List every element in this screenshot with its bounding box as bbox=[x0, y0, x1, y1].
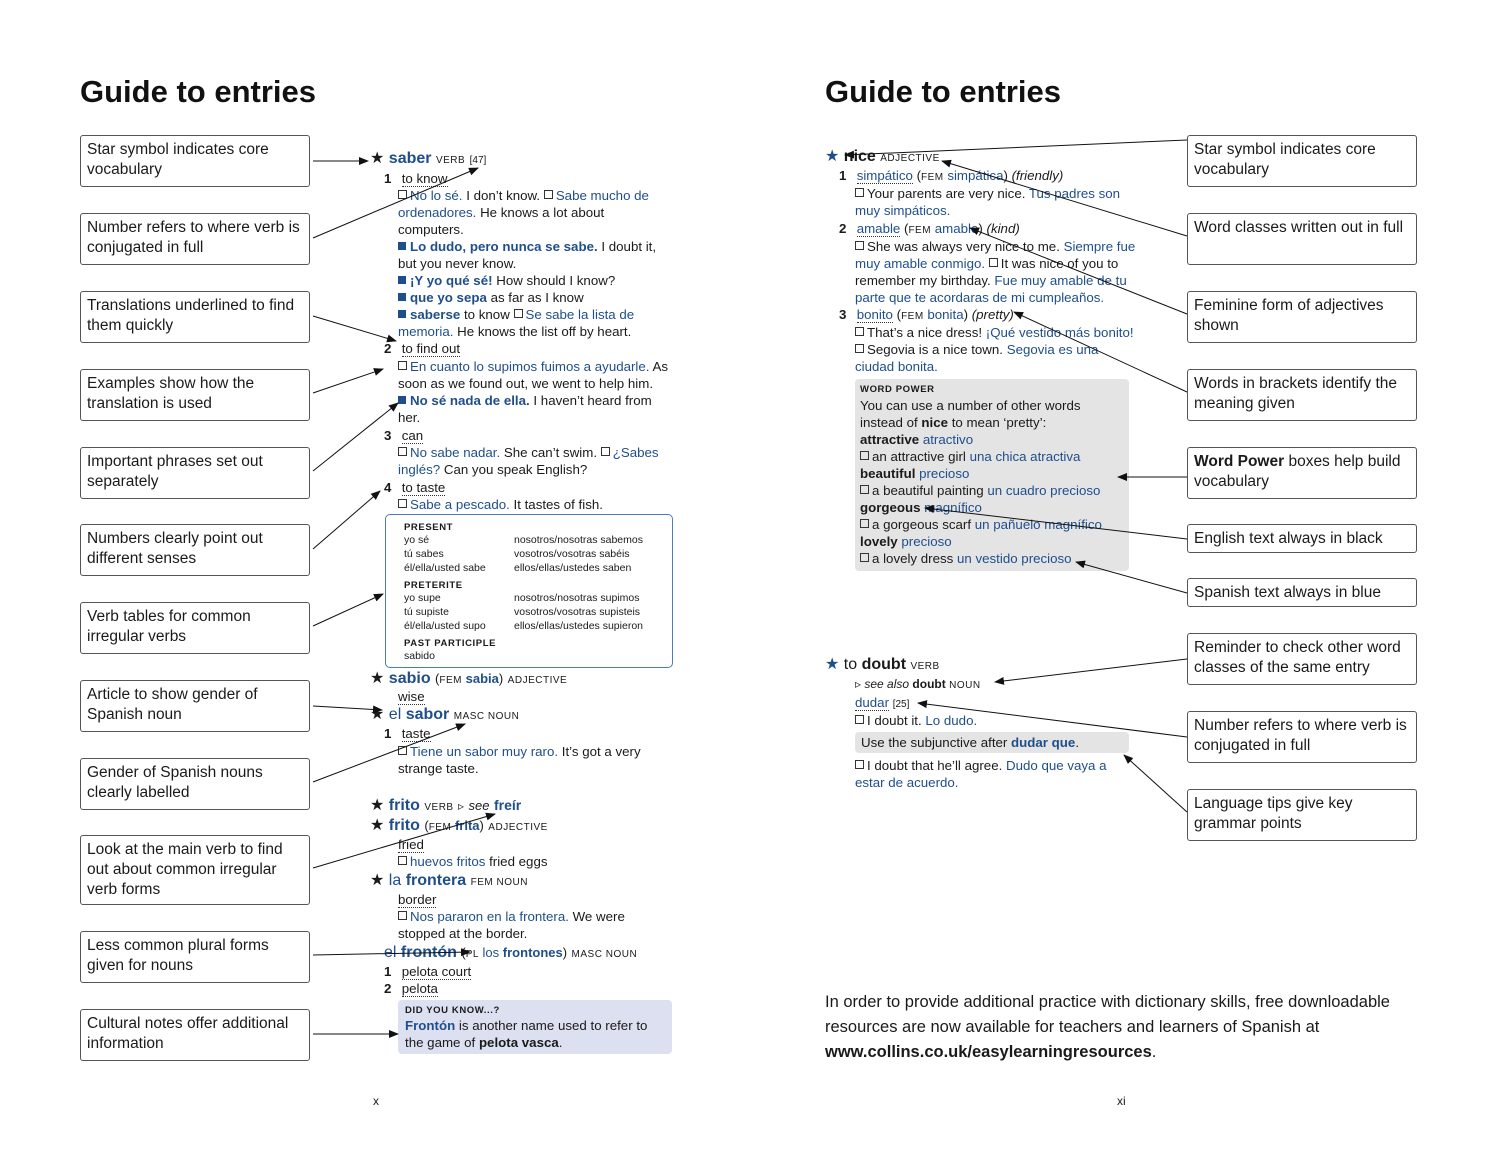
callout-verb-tables: Verb tables for common irregular verbs bbox=[80, 602, 310, 654]
box-icon bbox=[398, 499, 407, 508]
example-line: muy amable conmigo. It was nice of you to bbox=[855, 256, 1119, 271]
phrase-line: que yo sepa as far as I know bbox=[398, 289, 584, 306]
word-power-example: a lovely dress un vestido precioso bbox=[860, 550, 1072, 567]
box-icon bbox=[855, 344, 864, 353]
verb-table: PRESENT yo sé nosotros/nosotras sabemos tú sabes vosotros/vosotras sabéis él/ella/usted sabe ellos/ellas/ustedes saben PRETERITE yo supe nosotros/nosotras supimos tú supiste vosotros/vosotras supisteis él/ella/usted supo ellos/ellas/ustedes supieron PAST PARTICIPLE sabido bbox=[385, 514, 673, 668]
left-entries bbox=[370, 0, 680, 1100]
sense-line: fried bbox=[398, 837, 424, 852]
example-line: estar de acuerdo. bbox=[855, 775, 959, 790]
example-line: En cuanto lo supimos fuimos a ayudarle. As bbox=[398, 358, 668, 375]
callout-important-phrases: Important phrases set out separately bbox=[80, 447, 310, 499]
example-line: computers. bbox=[398, 222, 464, 237]
box-icon bbox=[855, 241, 864, 250]
example-line: parte que te acordaras de mi cumpleaños. bbox=[855, 290, 1105, 305]
sense-line: border bbox=[398, 892, 437, 907]
callout-verb-number: Number refers to where verb is conjugated in full bbox=[80, 213, 310, 265]
box-icon bbox=[860, 485, 869, 494]
phrase-line: Lo dudo, pero nunca se sabe. I doubt it, bbox=[398, 238, 656, 255]
example-line: Nos pararon en la frontera. We were bbox=[398, 908, 625, 925]
sense-line: 2 to find out bbox=[384, 341, 461, 356]
example-line: She was always very nice to me. Siempre fue bbox=[855, 238, 1135, 255]
entry-saber-headword: ★ saber VERB [47] bbox=[370, 150, 487, 167]
entry-nice-headword: ★ nice ADJECTIVE bbox=[825, 148, 940, 165]
callout-translations-underlined: Translations underlined to find them quickly bbox=[80, 291, 310, 343]
entry-fronton-headword: el frontón (PL los frontones) MASC NOUN bbox=[384, 944, 638, 961]
star-icon: ★ bbox=[825, 656, 840, 673]
entry-sabor-headword: ★ el sabor MASC NOUN bbox=[370, 706, 520, 723]
example-line: soon as we found out, we went to help him. bbox=[398, 376, 654, 391]
box-icon bbox=[398, 746, 407, 755]
example-line: strange taste. bbox=[398, 761, 479, 776]
sense-line: 1 to know bbox=[384, 171, 448, 186]
resources-link[interactable]: www.collins.co.uk/easylearningresources bbox=[825, 1043, 1152, 1061]
callout-word-classes: Word classes written out in full bbox=[1187, 213, 1417, 265]
square-icon bbox=[398, 310, 406, 318]
right-entries bbox=[825, 0, 1145, 900]
did-you-know-box: DID YOU KNOW...? Frontón is another name used to refer to the game of pelota vasca. bbox=[398, 1000, 672, 1054]
square-icon bbox=[398, 276, 406, 284]
box-icon bbox=[860, 451, 869, 460]
example-line: stopped at the border. bbox=[398, 926, 528, 941]
star-icon: ★ bbox=[370, 706, 385, 723]
sense-line: 2 pelota bbox=[384, 981, 438, 996]
sense-line: 2 amable (FEM amable) (kind) bbox=[839, 221, 1020, 236]
callout-star-symbol: Star symbol indicates core vocabulary bbox=[80, 135, 310, 187]
entry-frontera-headword: ★ la frontera FEM NOUN bbox=[370, 872, 528, 889]
box-icon bbox=[398, 911, 407, 920]
phrase-line: No sé nada de ella. I haven’t heard from bbox=[398, 392, 652, 409]
example-line: muy simpáticos. bbox=[855, 203, 951, 218]
box-icon bbox=[601, 447, 610, 456]
triangle-icon: ▹ bbox=[458, 799, 465, 813]
example-line: No sabe nadar. She can’t swim. ¿Sabes bbox=[398, 444, 659, 461]
word-power-line: instead of nice to mean ‘pretty’: bbox=[860, 415, 1047, 430]
box-icon bbox=[398, 361, 407, 370]
example-line: ordenadores. He knows a lot about bbox=[398, 205, 605, 220]
box-icon bbox=[860, 553, 869, 562]
callout-article-gender: Article to show gender of Spanish noun bbox=[80, 680, 310, 732]
star-icon: ★ bbox=[370, 670, 385, 687]
square-icon bbox=[398, 293, 406, 301]
star-icon: ★ bbox=[370, 872, 385, 889]
sense-line: 1 taste bbox=[384, 726, 431, 741]
box-icon bbox=[855, 760, 864, 769]
callout-language-tips: Language tips give key grammar points bbox=[1187, 789, 1417, 841]
language-tip-box bbox=[855, 732, 1129, 753]
right-page-title: Guide to entries bbox=[825, 74, 1061, 109]
example-line: inglés? Can you speak English? bbox=[398, 462, 588, 477]
entry-frito-verb-headword: ★ frito VERB ▹ see freír bbox=[370, 797, 522, 814]
callout-star-symbol-right: Star symbol indicates core vocabulary bbox=[1187, 135, 1417, 187]
callout-brackets-meaning: Words in brackets identify the meaning given bbox=[1187, 369, 1417, 421]
callout-spanish-blue: Spanish text always in blue bbox=[1187, 578, 1417, 607]
callout-verb-number-right: Number refers to where verb is conjugated in full bbox=[1187, 711, 1417, 763]
word-power-example: an attractive girl una chica atractiva bbox=[860, 448, 1080, 465]
sense-line: 1 pelota court bbox=[384, 964, 472, 979]
example-line: remember my birthday. Fue muy amable de tu bbox=[855, 273, 1127, 288]
phrase-line: saberse to know Se sabe la lista de bbox=[398, 306, 634, 323]
word-power-example: a gorgeous scarf un pañuelo magnífico bbox=[860, 516, 1102, 533]
callout-word-power: Word Power boxes help build vocabulary bbox=[1187, 447, 1417, 499]
callout-main-verb: Look at the main verb to find out about common irregular verb forms bbox=[80, 835, 310, 905]
square-icon bbox=[398, 242, 406, 250]
box-icon bbox=[398, 856, 407, 865]
sense-line: 1 simpático (FEM simpática) (friendly) bbox=[839, 168, 1064, 183]
box-icon bbox=[514, 309, 523, 318]
sense-line: 4 to taste bbox=[384, 480, 446, 495]
callout-gender-labelled: Gender of Spanish nouns clearly labelled bbox=[80, 758, 310, 810]
square-icon bbox=[398, 396, 406, 404]
sense-line: wise bbox=[398, 689, 425, 704]
callout-cultural-notes: Cultural notes offer additional information bbox=[80, 1009, 310, 1061]
sense-line: 3 can bbox=[384, 428, 424, 443]
star-icon: ★ bbox=[370, 150, 385, 167]
star-icon: ★ bbox=[825, 148, 840, 165]
callout-feminine-form: Feminine form of adjectives shown bbox=[1187, 291, 1417, 343]
box-icon bbox=[855, 715, 864, 724]
example-line: That’s a nice dress! ¡Qué vestido más bonito! bbox=[855, 324, 1134, 341]
word-power-line: You can use a number of other words bbox=[860, 398, 1081, 413]
word-power-box: WORD POWER You can use a number of other words instead of nice to mean ‘pretty’: attractive atractivo an attractive girl una chica atractiva beautiful precioso a beautiful painting un cuadro precioso gorgeous magnífico a gorgeous scarf un pañuelo magnífico lovely precioso a lovely dress un vestido precioso bbox=[855, 379, 1129, 571]
example-line: No lo sé. I don’t know. Sabe mucho de bbox=[398, 187, 649, 204]
example-line: I doubt that he’ll agree. Dudo que vaya a bbox=[855, 757, 1107, 774]
box-icon bbox=[855, 327, 864, 336]
entry-frito-adj-headword: ★ frito (FEM frita) ADJECTIVE bbox=[370, 817, 548, 834]
word-power-example: a beautiful painting un cuadro precioso bbox=[860, 482, 1100, 499]
example-line: huevos fritos fried eggs bbox=[398, 853, 548, 870]
word-power-word: attractive atractivo bbox=[860, 432, 974, 447]
box-icon bbox=[855, 188, 864, 197]
box-icon bbox=[860, 519, 869, 528]
sense-line: dudar [25] bbox=[855, 695, 910, 710]
word-power-word: beautiful precioso bbox=[860, 466, 970, 481]
left-page-title: Guide to entries bbox=[80, 74, 316, 109]
phrase-line: her. bbox=[398, 410, 421, 425]
phrase-line: ¡Y yo qué sé! How should I know? bbox=[398, 272, 615, 289]
box-icon bbox=[398, 447, 407, 456]
language-tip-text: Use the subjunctive after dudar que. bbox=[861, 735, 1080, 750]
page-number-right: xi bbox=[1117, 1094, 1126, 1108]
callout-other-word-classes: Reminder to check other word classes of the same entry bbox=[1187, 633, 1417, 685]
did-you-know-line: Frontón is another name used to refer to bbox=[405, 1018, 648, 1033]
box-icon bbox=[989, 258, 998, 267]
example-line: Segovia is a nice town. Segovia es una bbox=[855, 341, 1098, 358]
resources-footer: In order to provide additional practice with dictionary skills, free downloadable resources are now available for teachers and learners of Spanish at www.collins.co.uk/easylearningresources. bbox=[825, 993, 1390, 1061]
entry-doubt-headword: ★ to doubt VERB bbox=[825, 656, 940, 673]
callout-plural-forms: Less common plural forms given for nouns bbox=[80, 931, 310, 983]
did-you-know-line: the game of pelota vasca. bbox=[405, 1035, 563, 1050]
sense-line: 3 bonito (FEM bonita) (pretty) bbox=[839, 307, 1014, 322]
see-also-line: ▹ see also doubt NOUN bbox=[855, 677, 981, 691]
phrase-line: but you never know. bbox=[398, 256, 517, 271]
box-icon bbox=[544, 190, 553, 199]
triangle-icon: ▹ bbox=[855, 677, 862, 691]
page-number-left: x bbox=[373, 1094, 379, 1108]
example-line: Your parents are very nice. Tus padres son bbox=[855, 185, 1120, 202]
callout-examples: Examples show how the translation is used bbox=[80, 369, 310, 421]
entry-sabio-headword: ★ sabio (FEM sabia) ADJECTIVE bbox=[370, 670, 568, 687]
box-icon bbox=[398, 190, 407, 199]
star-icon: ★ bbox=[370, 797, 385, 814]
star-icon: ★ bbox=[370, 817, 385, 834]
word-power-word: gorgeous magnífico bbox=[860, 500, 982, 515]
callout-english-black: English text always in black bbox=[1187, 524, 1417, 553]
example-line: ciudad bonita. bbox=[855, 359, 938, 374]
word-power-word: lovely precioso bbox=[860, 534, 952, 549]
example-line: Tiene un sabor muy raro. It’s got a very bbox=[398, 743, 641, 760]
example-line: Sabe a pescado. It tastes of fish. bbox=[398, 496, 603, 513]
phrase-line: memoria. He knows the list off by heart. bbox=[398, 324, 632, 339]
example-line: I doubt it. Lo dudo. bbox=[855, 712, 977, 729]
callout-numbers-senses: Numbers clearly point out different senses bbox=[80, 524, 310, 576]
